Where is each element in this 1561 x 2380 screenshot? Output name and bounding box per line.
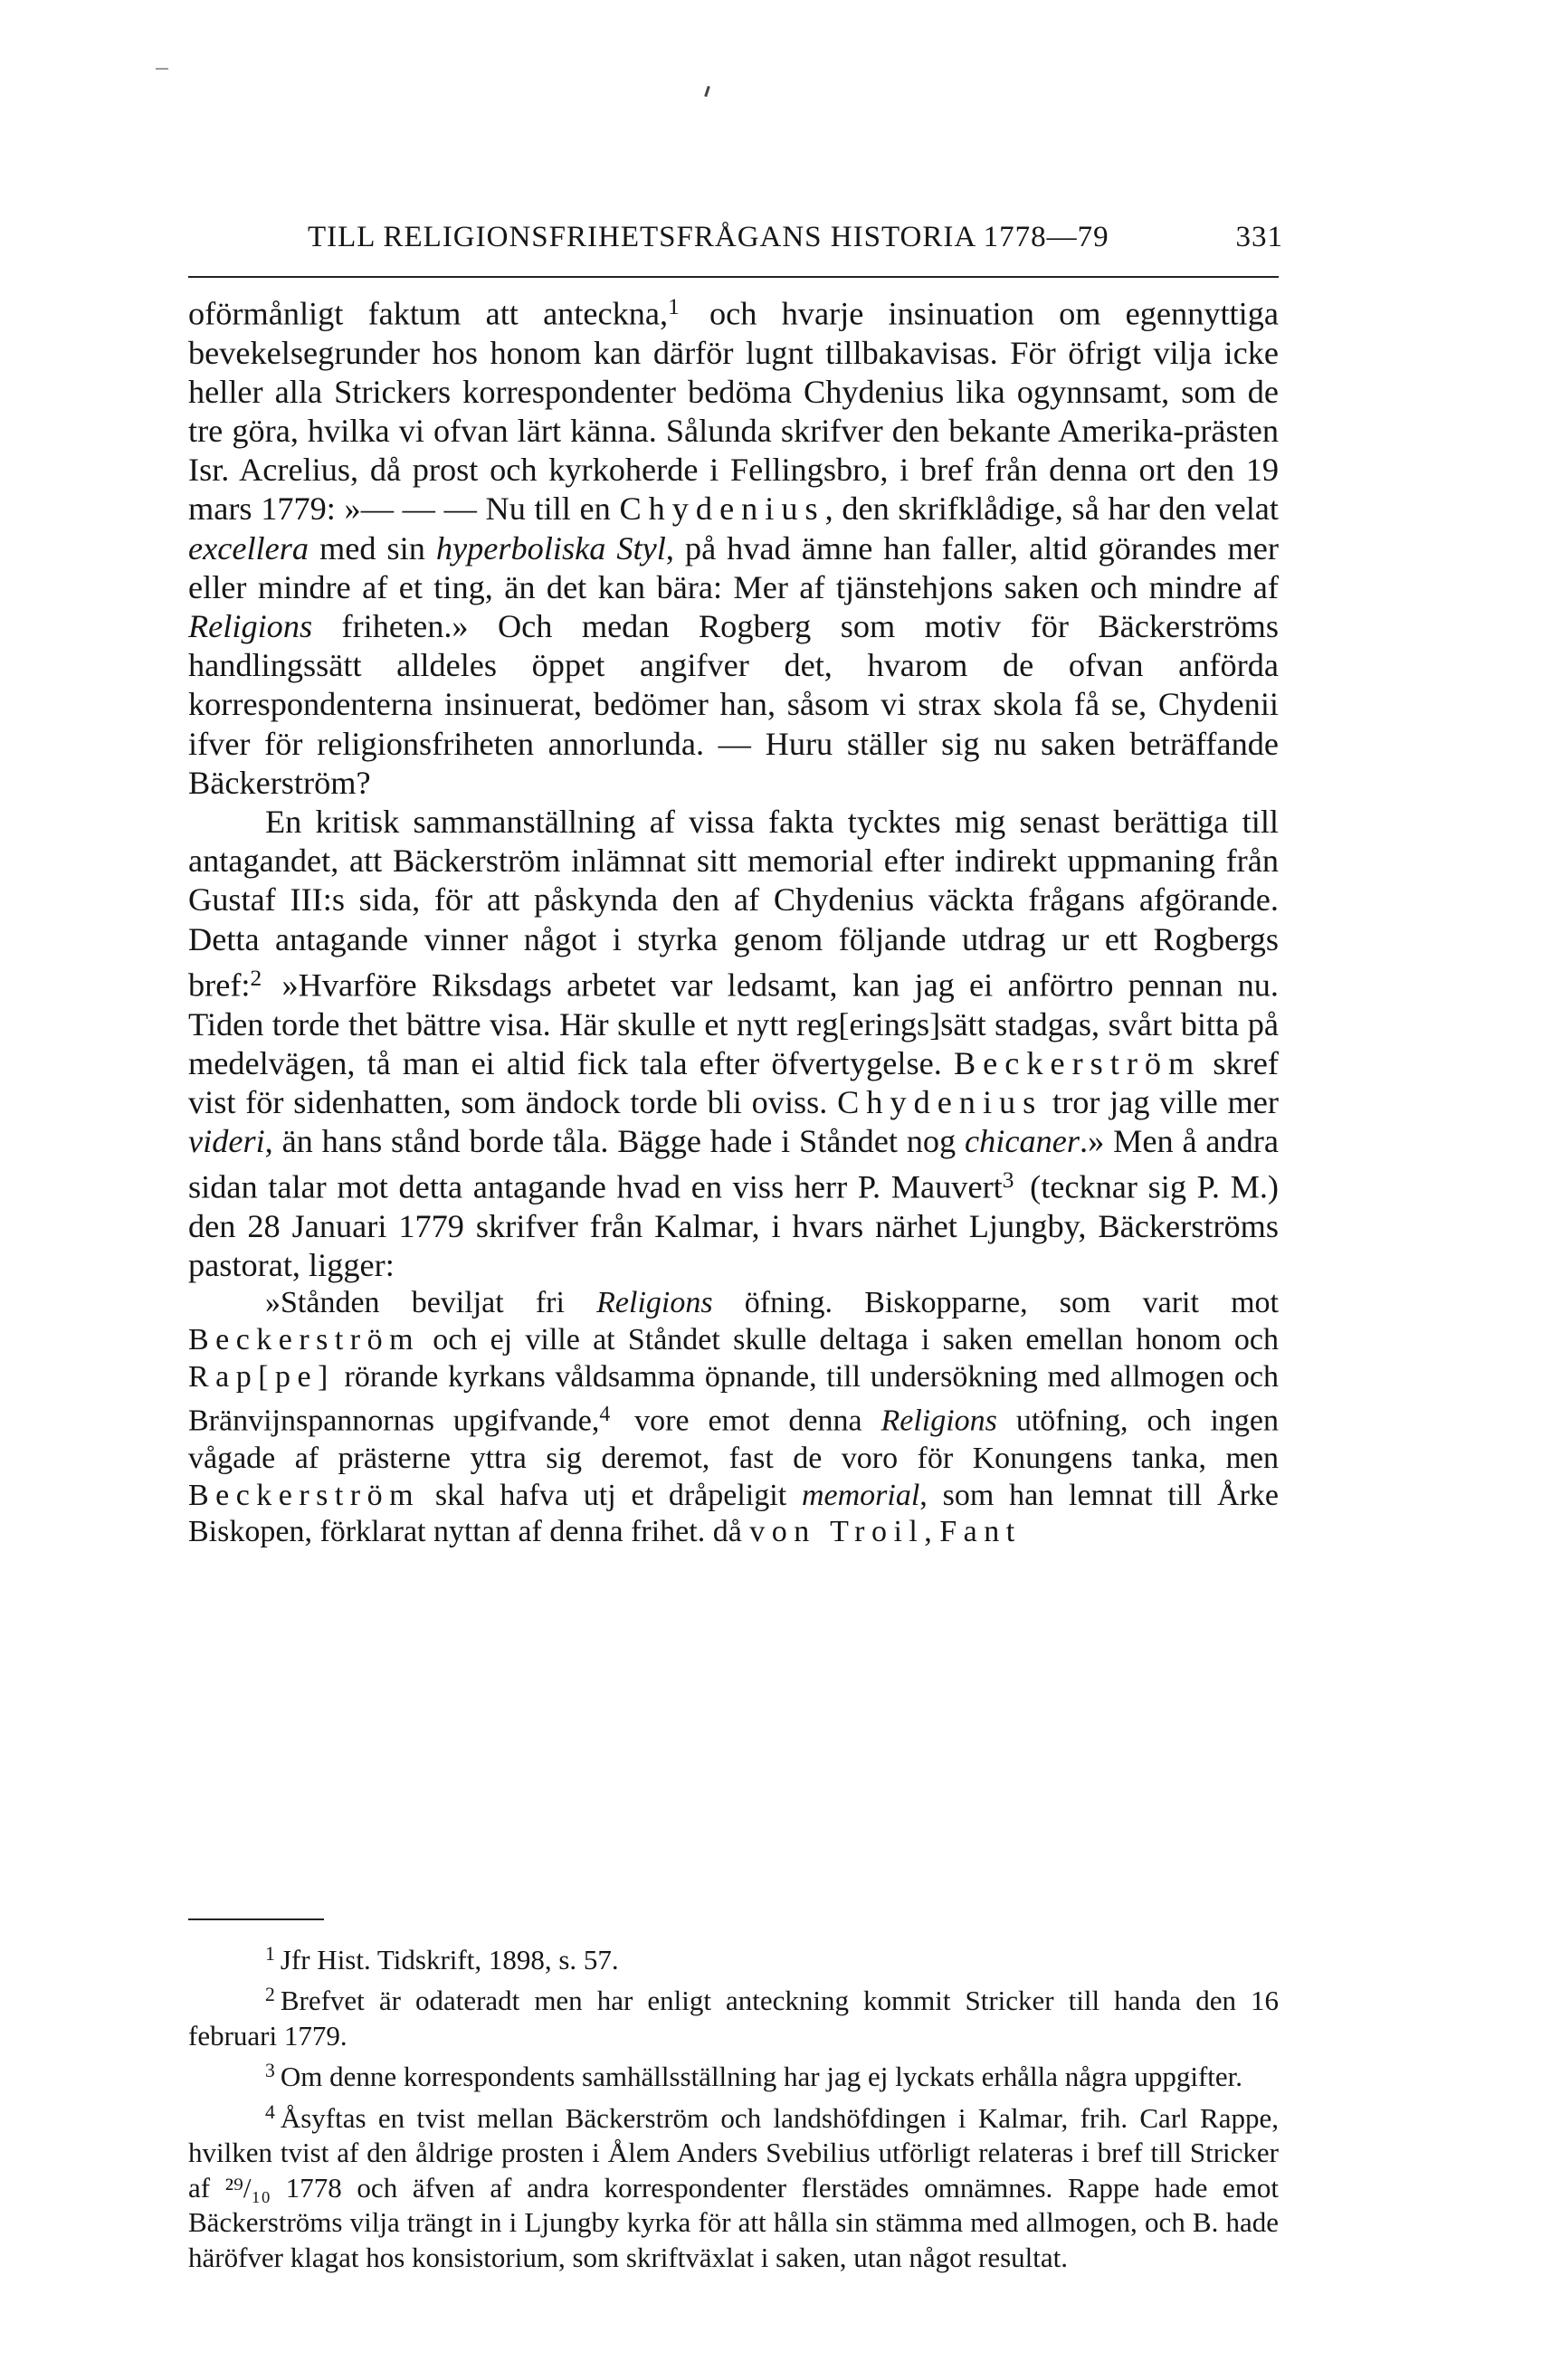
running-head: TILL RELIGIONSFRIHETSFRÅGANS HISTORIA 1778—79 (308, 221, 1109, 253)
spaced-name: Fant (939, 1515, 1022, 1549)
paragraph-2: En kritisk sammanställning af vissa fakta tycktes mig senast berättiga till antagandet, att Bäckerström inlämnat sitt memorial efter indirekt uppmaning från Gustaf III:s sida, för att påskynda den af Chydenius väckta frågans afgörande. Detta antagande vinner något i styrka genom följande utdrag ur ett Rogbergs bref:$^2$ »Hvarföre Riksdags arbetet var ledsamt, kan jag ei anförtro pennan nu. Tiden torde thet bättre visa. Här skulle et nytt reg[erings]sätt stadgas, svårt bitta på medelvägen, tå man ei altid fick tala efter öfvertygelse. Beckerström skref vist för sidenhatten, som ändock torde bli oviss. Chydenius tror jag ville mer videri, än hans stånd borde tåla. Bägge hade i Ståndet nog chicaner.» Men å andra sidan talar mot detta antagande hvad en viss herr P. Mauvert$^3$ (tecknar sig P. M.) den 28 Januari 1779 skrifver från Kalmar, i hvars närhet Ljungby, Bäckerströms pastorat, ligger: (188, 804, 1280, 1284)
spaced-name: Rap[pe] (188, 1360, 335, 1395)
spaced-name: Beckerström (188, 1478, 420, 1512)
spaced-name: Beckerström (953, 1044, 1202, 1081)
spaced-name: von Troil (749, 1515, 925, 1549)
footnote-ref-1: 1 (668, 294, 680, 319)
footnote-2: $^2$ Brefvet är odateradt men har enligt anteckning kommit Stricker till handa den 16 februari 1779. (188, 1984, 1279, 2052)
footnote-rule (188, 1918, 324, 1920)
header-rule (188, 276, 1279, 278)
footnote-3: $^3$ Om denne korrespondents samhällsställning har jag ej lyckats erhålla några uppgifter. (265, 2060, 1243, 2093)
footnote-ref-4: 4 (599, 1403, 611, 1427)
footnote-ref-2: 2 (250, 965, 262, 991)
footnotes (188, 1937, 1279, 2275)
margin-tick (704, 86, 710, 97)
paragraph-1: oförmånligt faktum att anteckna,$^1$ och hvarje insinuation om egennyttiga bevekelsegrunder hos honom kan därför lugnt tillbakavisas. För öfrigt vilja icke heller alla Strickers korrespondenter bedöma Chydenius lika ogynnsamt, som de tre göra, hvilka vi ofvan lärt känna. Sålunda skrifver den bekante Amerika-prästen Isr. Acrelius, då prost och kyrkoherde i Fellingsbro, i bref från denna ort den 19 mars 1779: »— — — Nu till en Chydenius, den skrifklådige, så har den velat excellera med sin hyperboliska Styl, på hvad ämne han faller, altid görandes mer eller mindre af et ting, än det kan bära: Mer af tjänstehjons saken och mindre af Religions friheten.» Och medan Rogberg som motiv för Bäckerströms handlingssätt alldeles öppet angifver det, hvarom de ofvan anförda korrespondenterna insinuerat, bedömer han, såsom vi strax skola få se, Chydenii ifver för religionsfriheten annorlunda. — Huru ställer sig nu saken beträffande Bäckerström? (188, 294, 1279, 801)
main-text (188, 288, 1279, 1551)
paragraph-3-quote: »Stånden beviljat fri Religions öfning. Biskopparne, som varit mot Beckerström och ej ville at Ståndet skulle deltaga i saken emellan honom och Rap[pe] rörande kyrkans våldsamma öpnande, till undersökning med allmogen och Bränvijnspannornas upgifvande,$^4$ vore emot denna Religions utöfning, och ingen vågade af prästerne yttra sig deremot, fast de voro för Konungens tanka, men Beckerström skal hafva utj et dråpeligit memorial, som han lemnat till Årke Biskopen, förklarat nyttan af denna frihet. då von Troil, Fant (188, 1286, 1280, 1549)
spaced-name: Chydenius (619, 490, 825, 528)
spaced-name: Chydenius (837, 1083, 1043, 1120)
footnote-ref-3: 3 (1002, 1167, 1014, 1194)
footnote-1: $^1$ Jfr Hist. Tidskrift, 1898, s. 57. (265, 1943, 619, 1975)
page-header (308, 221, 1283, 257)
spaced-name: Beckerström (188, 1323, 420, 1357)
margin-mark (156, 68, 168, 70)
footnote-4: $^4$ Åsyftas en tvist mellan Bäckerström och landshöfdingen i Kalmar, frih. Carl Rappe, hvilken tvist af den åldrige prosten i Ålem Anders Svebilius utförligt relateras i bref till Stricker af ²⁹/₁₀ 1778 och äfven af andra korrespondenter flerstädes omnämnes. Rappe hade emot Bäckerströms vilja trängt in i Ljungby kyrka för att hålla sin stämma med allmogen, och B. hade häröfver klagat hos konsistorium, som skriftväxlat i saken, utan något resultat. (188, 2100, 1279, 2273)
page-number: 331 (1235, 221, 1283, 253)
